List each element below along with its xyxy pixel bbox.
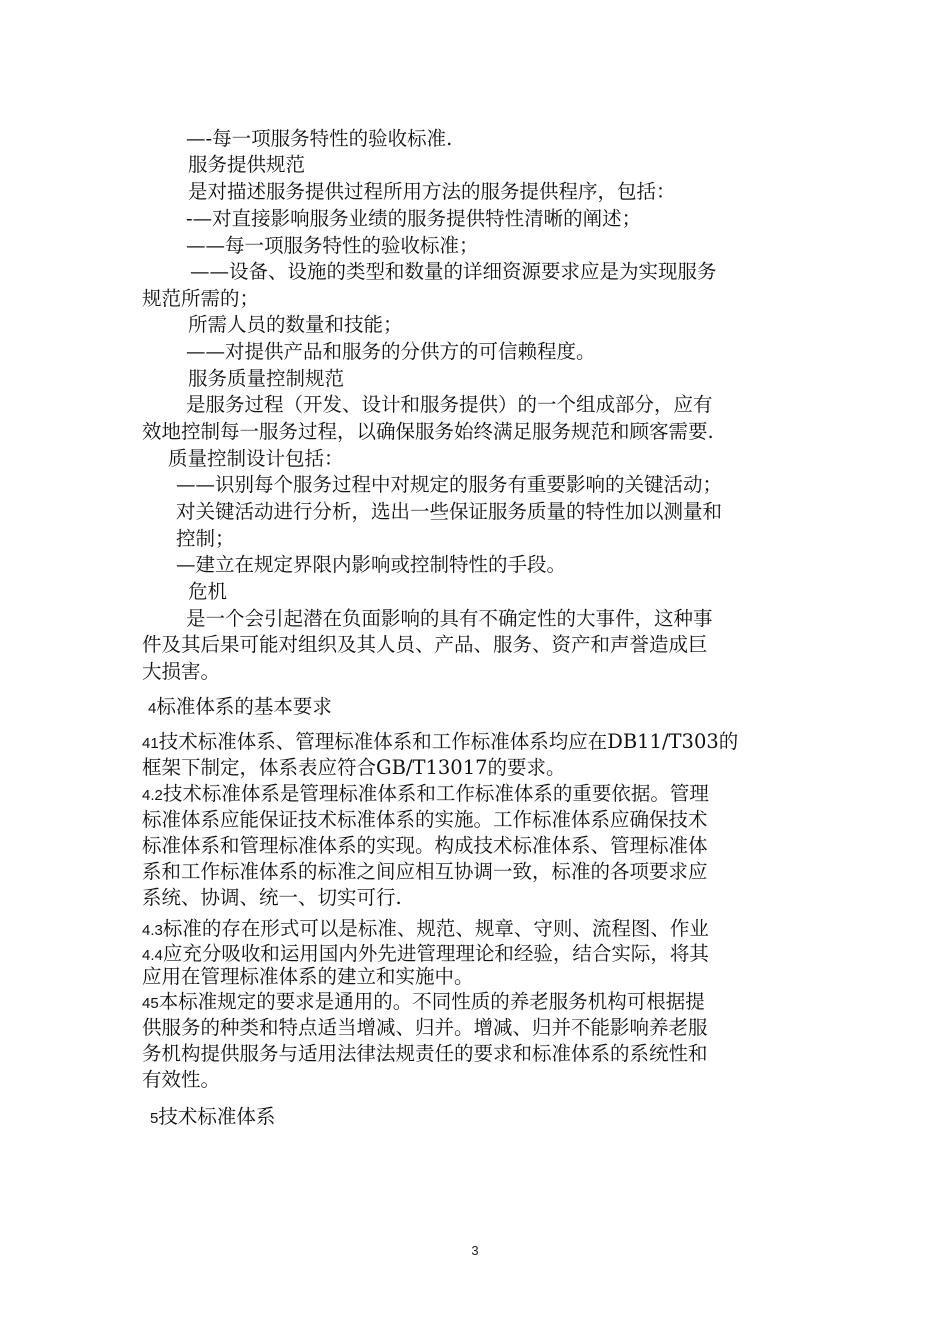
text-line: 应用在管理标准体系的建立和实施中。 (142, 965, 474, 988)
clause-number: 41 (142, 735, 159, 752)
text-line: 标准体系和管理标准体系的实现。构成技术标准体系、管理标准体 (142, 834, 708, 857)
text-line: ——识别每个服务过程中对规定的服务有重要影响的关键活动； (176, 473, 723, 496)
text-line: 规范所需的； (142, 287, 260, 310)
text-line: ——对提供产品和服务的分供方的可信赖程度。 (186, 340, 596, 363)
text-line: 供服务的种类和特点适当增减、归并。增减、归并不能影响养老服 (142, 1016, 708, 1039)
text-line: 质量控制设计包括： (168, 447, 344, 470)
text-line: 框架下制定，体系表应符合GB/T13017的要求。 (142, 756, 566, 779)
clause-number: 4.4 (142, 947, 163, 964)
clause-text: 技术标准体系、管理标准体系和工作标准体系均应在DB11/T303的 (158, 730, 739, 753)
text-line: 标准体系应能保证技术标准体系的实施。工作标准体系应确保技术 (142, 808, 708, 831)
clause-text: 标准的存在形式可以是标准、规范、规章、守则、流程图、作业 (162, 917, 709, 940)
text-line: —建立在规定界限内影响或控制特性的手段。 (176, 553, 567, 576)
clause-4-5 (142, 988, 705, 1017)
text-line: 是对描述服务提供过程所用方法的服务提供程序，包括： (188, 180, 676, 203)
section-number: 5 (150, 1110, 159, 1127)
section-title: 标准体系的基本要求 (156, 695, 332, 718)
clause-text: 应充分吸收和运用国内外先进管理理论和经验，结合实际，将其 (162, 942, 709, 965)
section-4-heading (148, 693, 332, 722)
text-line: 是一个会引起潜在负面影响的具有不确定性的大事件，这种事 (186, 607, 713, 630)
text-line: 是服务过程（开发、设计和服务提供）的一个组成部分，应有 (186, 393, 713, 416)
section-title: 技术标准体系 (158, 1105, 276, 1128)
section-5-heading (150, 1103, 275, 1132)
text-line: ——设备、设施的类型和数量的详细资源要求应是为实现服务 (190, 260, 717, 283)
text-line: -—对直接影响服务业绩的服务提供特性清晰的阐述； (186, 207, 642, 230)
clause-text: 技术标准体系是管理标准体系和工作标准体系的重要依据。管理 (162, 782, 709, 805)
text-line: 务机构提供服务与适用法律法规责任的要求和标准体系的系统性和 (142, 1042, 708, 1065)
term-heading: 服务提供规范 (188, 153, 306, 176)
text-line: 有效性。 (142, 1068, 221, 1091)
text-line: 件及其后果可能对组织及其人员、产品、服务、资产和声誉造成巨 (142, 633, 708, 656)
text-line: 控制； (176, 527, 235, 550)
section-number: 4 (148, 700, 157, 717)
clause-number: 45 (142, 995, 159, 1012)
term-heading: 危机 (188, 580, 228, 603)
clause-number: 4.2 (142, 787, 163, 804)
text-line: 效地控制每一服务过程，以确保服务始终满足服务规范和顾客需要. (142, 420, 714, 443)
text-line: 系和工作标准体系的标准之间应相互协调一致，标准的各项要求应 (142, 860, 708, 883)
text-line: ——每一项服务特性的验收标准； (186, 234, 479, 257)
clause-number: 4.3 (142, 922, 163, 939)
text-line: 所需人员的数量和技能； (188, 313, 403, 336)
text-line: —-每一项服务特性的验收标准. (186, 127, 453, 150)
clause-4-2 (142, 780, 709, 809)
term-heading: 服务质量控制规范 (188, 367, 345, 390)
clause-4-1 (142, 728, 738, 757)
text-line: 大损害。 (142, 660, 221, 683)
text-line: 对关键活动进行分析，选出一些保证服务质量的特性加以测量和 (176, 500, 723, 523)
text-line: 系统、协调、统一、切实可行. (142, 886, 402, 909)
page-number: 3 (471, 1243, 479, 1258)
clause-text: 本标准规定的要求是通用的。不同性质的养老服务机构可根据提 (158, 990, 705, 1013)
